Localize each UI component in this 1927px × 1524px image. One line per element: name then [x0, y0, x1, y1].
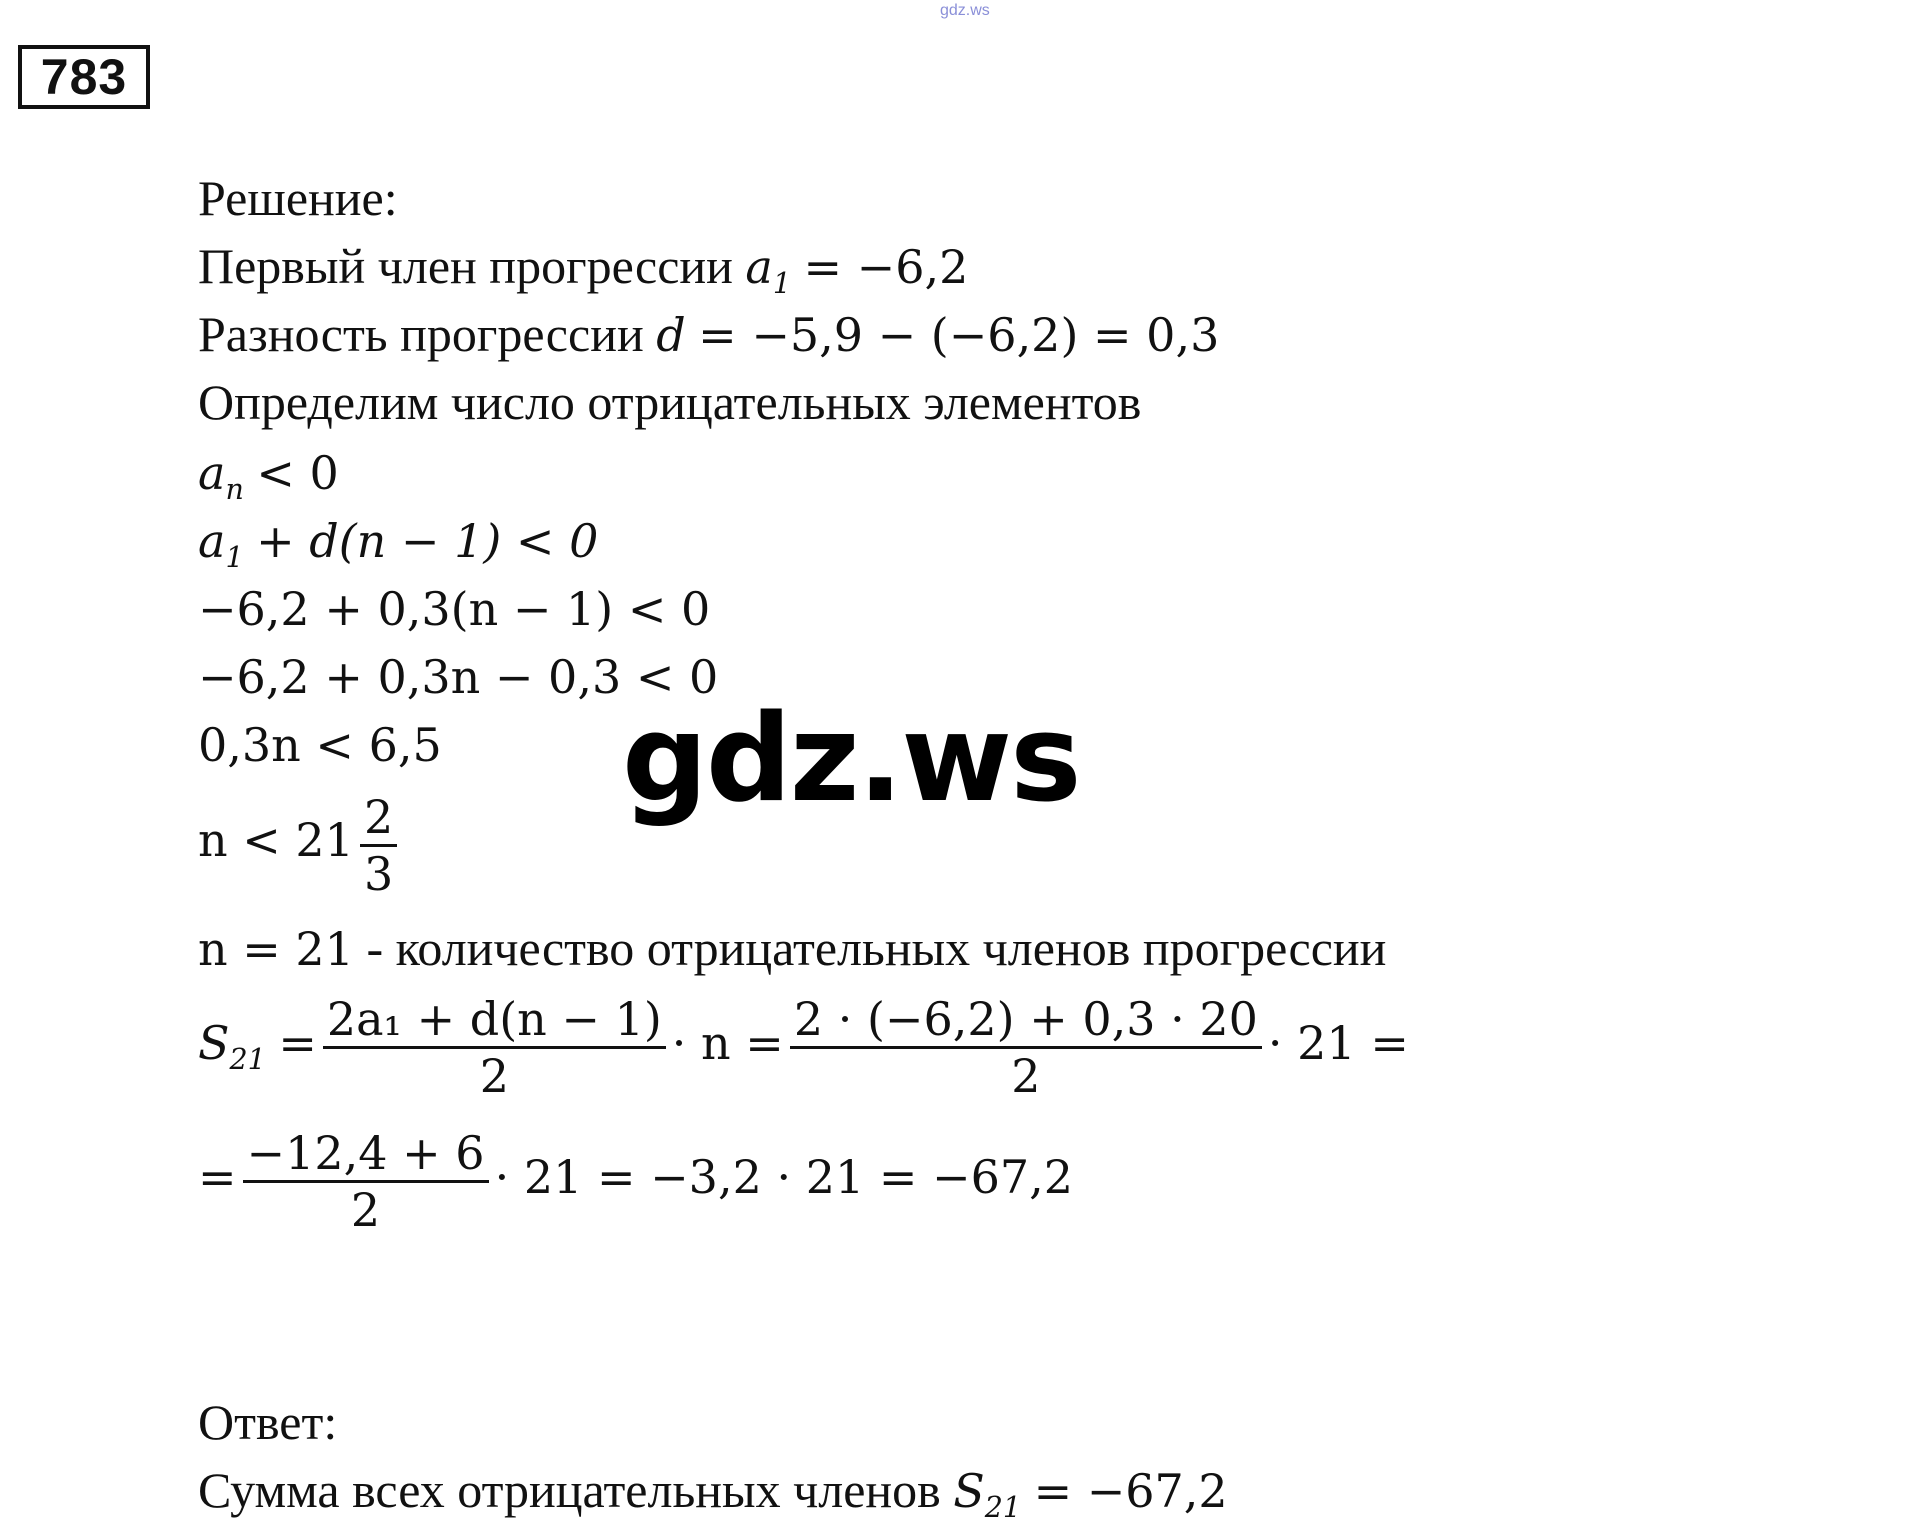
- line-first-term: [198, 236, 969, 300]
- d-symbol: d: [656, 308, 686, 362]
- solution-heading: Решение:: [198, 170, 398, 226]
- line-sum-formula: [198, 992, 1409, 1103]
- result-fraction-numerator: −12,4 + 6: [243, 1126, 489, 1183]
- answer-value: = −67,2: [1033, 1464, 1228, 1518]
- first-term-value: = −6,2: [803, 240, 969, 294]
- answer-label: Сумма всех отрицательных членов: [198, 1462, 954, 1518]
- an-symbol: $a_n$: [198, 446, 244, 506]
- answer-heading: Ответ:: [198, 1394, 338, 1450]
- sum-fraction-1: [323, 992, 666, 1103]
- line-n-bound: [198, 790, 403, 901]
- s21-symbol: $S_{21}$: [198, 1015, 266, 1076]
- answer-line: [198, 1460, 1228, 1524]
- line-difference: [198, 304, 1219, 365]
- top-watermark: gdz.ws: [940, 2, 990, 19]
- result-tail: · 21 = −3,2 · 21 = −67,2: [494, 1149, 1073, 1204]
- result-fraction: [243, 1126, 489, 1237]
- line-substituted: [198, 578, 710, 639]
- n-bound-lhs: n < 21: [198, 813, 354, 868]
- line-an-negative: [198, 442, 339, 506]
- line-sum-result: [198, 1126, 1073, 1237]
- times-n: · n =: [671, 1015, 784, 1070]
- sum-fraction-1-denominator: 2: [479, 1049, 509, 1103]
- sum-fraction-2-numerator: 2 · (−6,2) + 0,3 · 20: [790, 992, 1262, 1049]
- line-formula: [198, 510, 599, 574]
- equals-sign-2: =: [198, 1149, 237, 1204]
- difference-label: Разность прогрессии: [198, 306, 657, 362]
- difference-value: = −5,9 − (−6,2) = 0,3: [698, 308, 1220, 362]
- sum-fraction-1-numerator: 2a₁ + d(n − 1): [323, 992, 666, 1049]
- times-21: · 21 =: [1267, 1015, 1409, 1070]
- problem-number: 783: [18, 45, 150, 109]
- a1-symbol-2: $a_1$: [198, 514, 244, 574]
- center-watermark: gdz.ws: [622, 690, 1080, 829]
- line-simplified: [198, 714, 442, 775]
- equals-sign: =: [278, 1015, 317, 1070]
- expanded-inequality: −6,2 + 0,3n − 0,3 < 0: [198, 650, 719, 704]
- n-bound-denominator: 3: [363, 847, 394, 901]
- substituted-inequality: −6,2 + 0,3(n − 1) < 0: [198, 582, 711, 636]
- n-bound-numerator: 2: [360, 790, 397, 847]
- line-n-result: [198, 918, 1386, 979]
- formula-rest: + d(n − 1) < 0: [256, 514, 599, 568]
- result-fraction-denominator: 2: [350, 1183, 381, 1237]
- first-term-label: Первый член прогрессии: [198, 238, 746, 294]
- line-determine: Определим число отрицательных элементов: [198, 374, 1142, 430]
- s21-symbol-answer: $S_{21}$: [953, 1464, 1022, 1524]
- sum-fraction-2: [790, 992, 1262, 1103]
- an-condition: < 0: [256, 446, 339, 500]
- n-equals-21: n = 21: [198, 922, 354, 976]
- sum-fraction-2-denominator: 2: [1011, 1049, 1041, 1103]
- n-bound-fraction: [360, 790, 397, 901]
- n-result-description: - количество отрицательных членов прогрессии: [353, 920, 1387, 976]
- simplified-inequality: 0,3n < 6,5: [198, 718, 442, 772]
- a1-symbol: $a_1$: [745, 240, 792, 300]
